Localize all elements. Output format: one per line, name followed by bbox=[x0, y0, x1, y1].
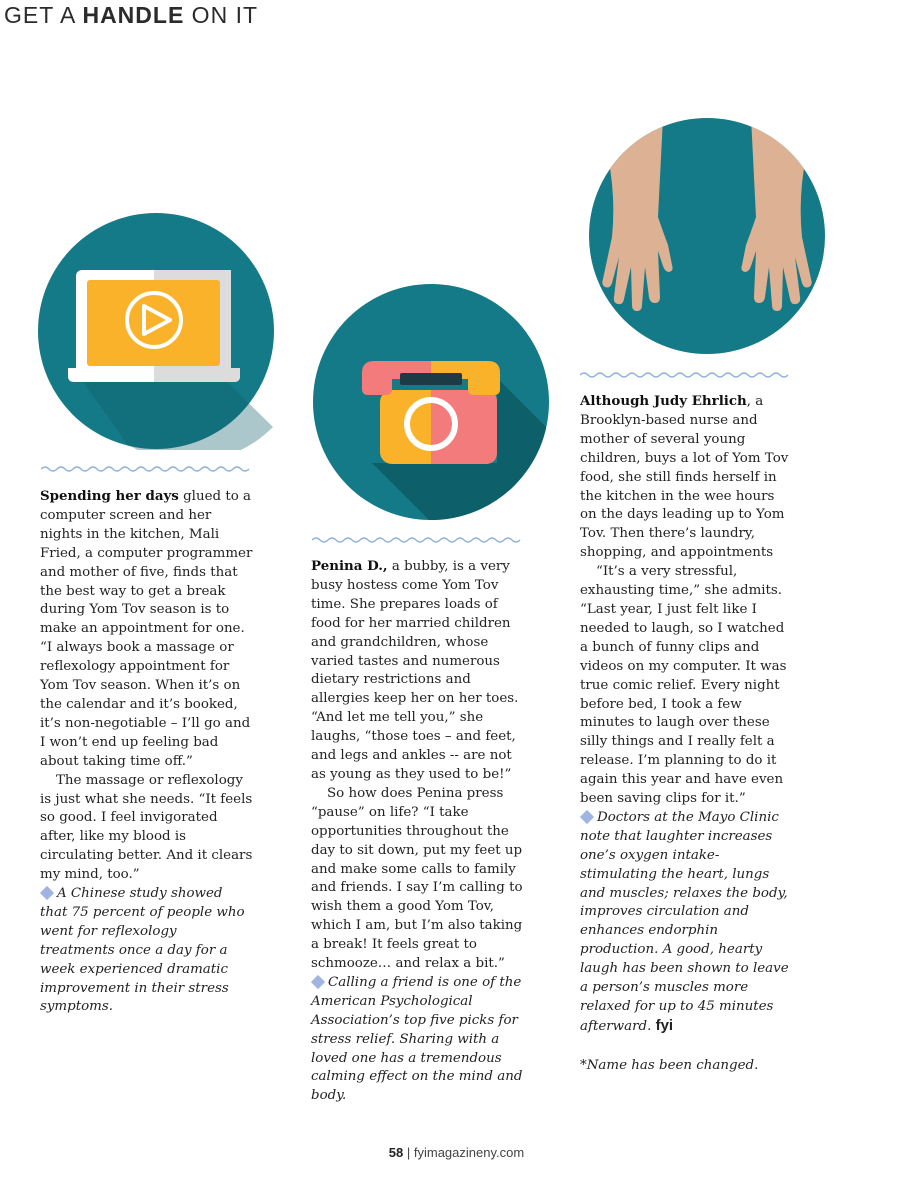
fact-note-text: A Chinese study showed that 75 percent of people who went for reflexology treatments once a day for a week experienced dramatic improvement in their stress symptoms. bbox=[40, 886, 245, 1015]
lead-in: Penina D., bbox=[311, 558, 388, 574]
lead-in: Although Judy Ehrlich bbox=[580, 393, 747, 409]
paragraph-text: , a Brooklyn-based nurse and mother of several young children, buys a lot of Yom Tov food, she still finds herself in the kitchen in the wee hours on the days leading up to Yom Tov. Then there’s laundry, shopping, and appointments bbox=[580, 394, 789, 561]
wavy-divider bbox=[580, 371, 790, 379]
section-header bbox=[4, 2, 258, 29]
paragraph bbox=[580, 392, 794, 563]
wavy-divider bbox=[312, 536, 522, 544]
footnote: *Name has been changed. bbox=[580, 1057, 759, 1073]
page-footer bbox=[0, 1145, 913, 1160]
site-link[interactable]: fyimagazineny.com bbox=[413, 1145, 525, 1160]
paragraph: The massage or reflexology is just what she needs. “It feels so good. I feel invigorated after, like my blood is circulating better. And it clears my mind, too.” bbox=[40, 772, 253, 883]
fact-note bbox=[311, 974, 525, 1106]
paragraph-text: a bubby, is a very busy hostess come Yom Tov time. She prepares loads of food for her married children and grandchildren, whose varied tastes and numerous dietary restrictions and allergies keep her on her toes. “And let me tell you,” she laughs, “those toes – and feet, and legs and ankles -- are not as young as they used to be!” bbox=[311, 559, 519, 782]
fact-note bbox=[580, 809, 794, 1037]
fyi-sign: fyi bbox=[655, 1016, 674, 1034]
diamond-bullet-icon bbox=[40, 886, 54, 900]
paragraph bbox=[311, 557, 525, 785]
article-column-1 bbox=[40, 487, 254, 1017]
hands-icon bbox=[588, 117, 826, 355]
lead-in: Spending her days bbox=[40, 488, 179, 504]
paragraph: So how does Penina press “pause” on life? “I take opportunities throughout the day to sit down, put my feet up and make some calls to family and friends. I say I’m calling to wish them a good Yom Tov, which I am, but I’m also taking a break! It feels great to schmooze… and relax a bit.” bbox=[311, 785, 523, 972]
header-prefix: GET A bbox=[4, 2, 83, 28]
fact-note-text: Calling a friend is one of the American Psychological Association’s top five picks for stress relief. Sharing with a loved one has a tremendous calming effect on the mind and body. bbox=[311, 974, 523, 1104]
laptop-play-icon bbox=[37, 212, 275, 450]
paragraph bbox=[40, 487, 254, 772]
header-bold: HANDLE bbox=[82, 2, 185, 28]
fact-note bbox=[40, 885, 254, 1017]
wavy-divider bbox=[41, 465, 251, 473]
diamond-bullet-icon bbox=[580, 810, 594, 824]
header-suffix: ON IT bbox=[184, 2, 259, 28]
telephone-icon bbox=[312, 283, 550, 521]
paragraph-text: glued to a computer screen and her nights in the kitchen, Mali Fried, a computer programmer and mother of five, finds that the best way to get a break during Yom Tov season is to make an appointment for one. “I always book a massage or reflexology appointment for Yom Tov season. When it’s on the calendar and it’s booked, it’s non-negotiable – I’ll go and I won’t end up feeling bad about taking time off.” bbox=[40, 489, 253, 769]
diamond-bullet-icon bbox=[311, 975, 325, 989]
fact-note-text: Doctors at the Mayo Clinic note that laughter increases one’s oxygen intake- stimulating the heart, lungs and muscles; relaxes the body, improves circulation and enhances endorphin production. A good, hearty laugh has been shown to leave a person’s muscles more relaxed for up to 45 minutes afterward. bbox=[580, 809, 789, 1034]
article-column-3 bbox=[580, 392, 794, 1076]
article-column-2 bbox=[311, 557, 525, 1106]
page-number: 58 bbox=[388, 1145, 404, 1160]
footer-separator: | bbox=[403, 1145, 414, 1160]
paragraph: “It’s a very stressful, exhausting time,” she admits. “Last year, I just felt like I needed to laugh, so I watched a bunch of funny clips and videos on my computer. It was true comic relief. Every night before bed, I took a few minutes to laugh over these silly things and I really felt a release. I’m planning to do it again this year and have even been saving clips for it.” bbox=[580, 564, 787, 807]
